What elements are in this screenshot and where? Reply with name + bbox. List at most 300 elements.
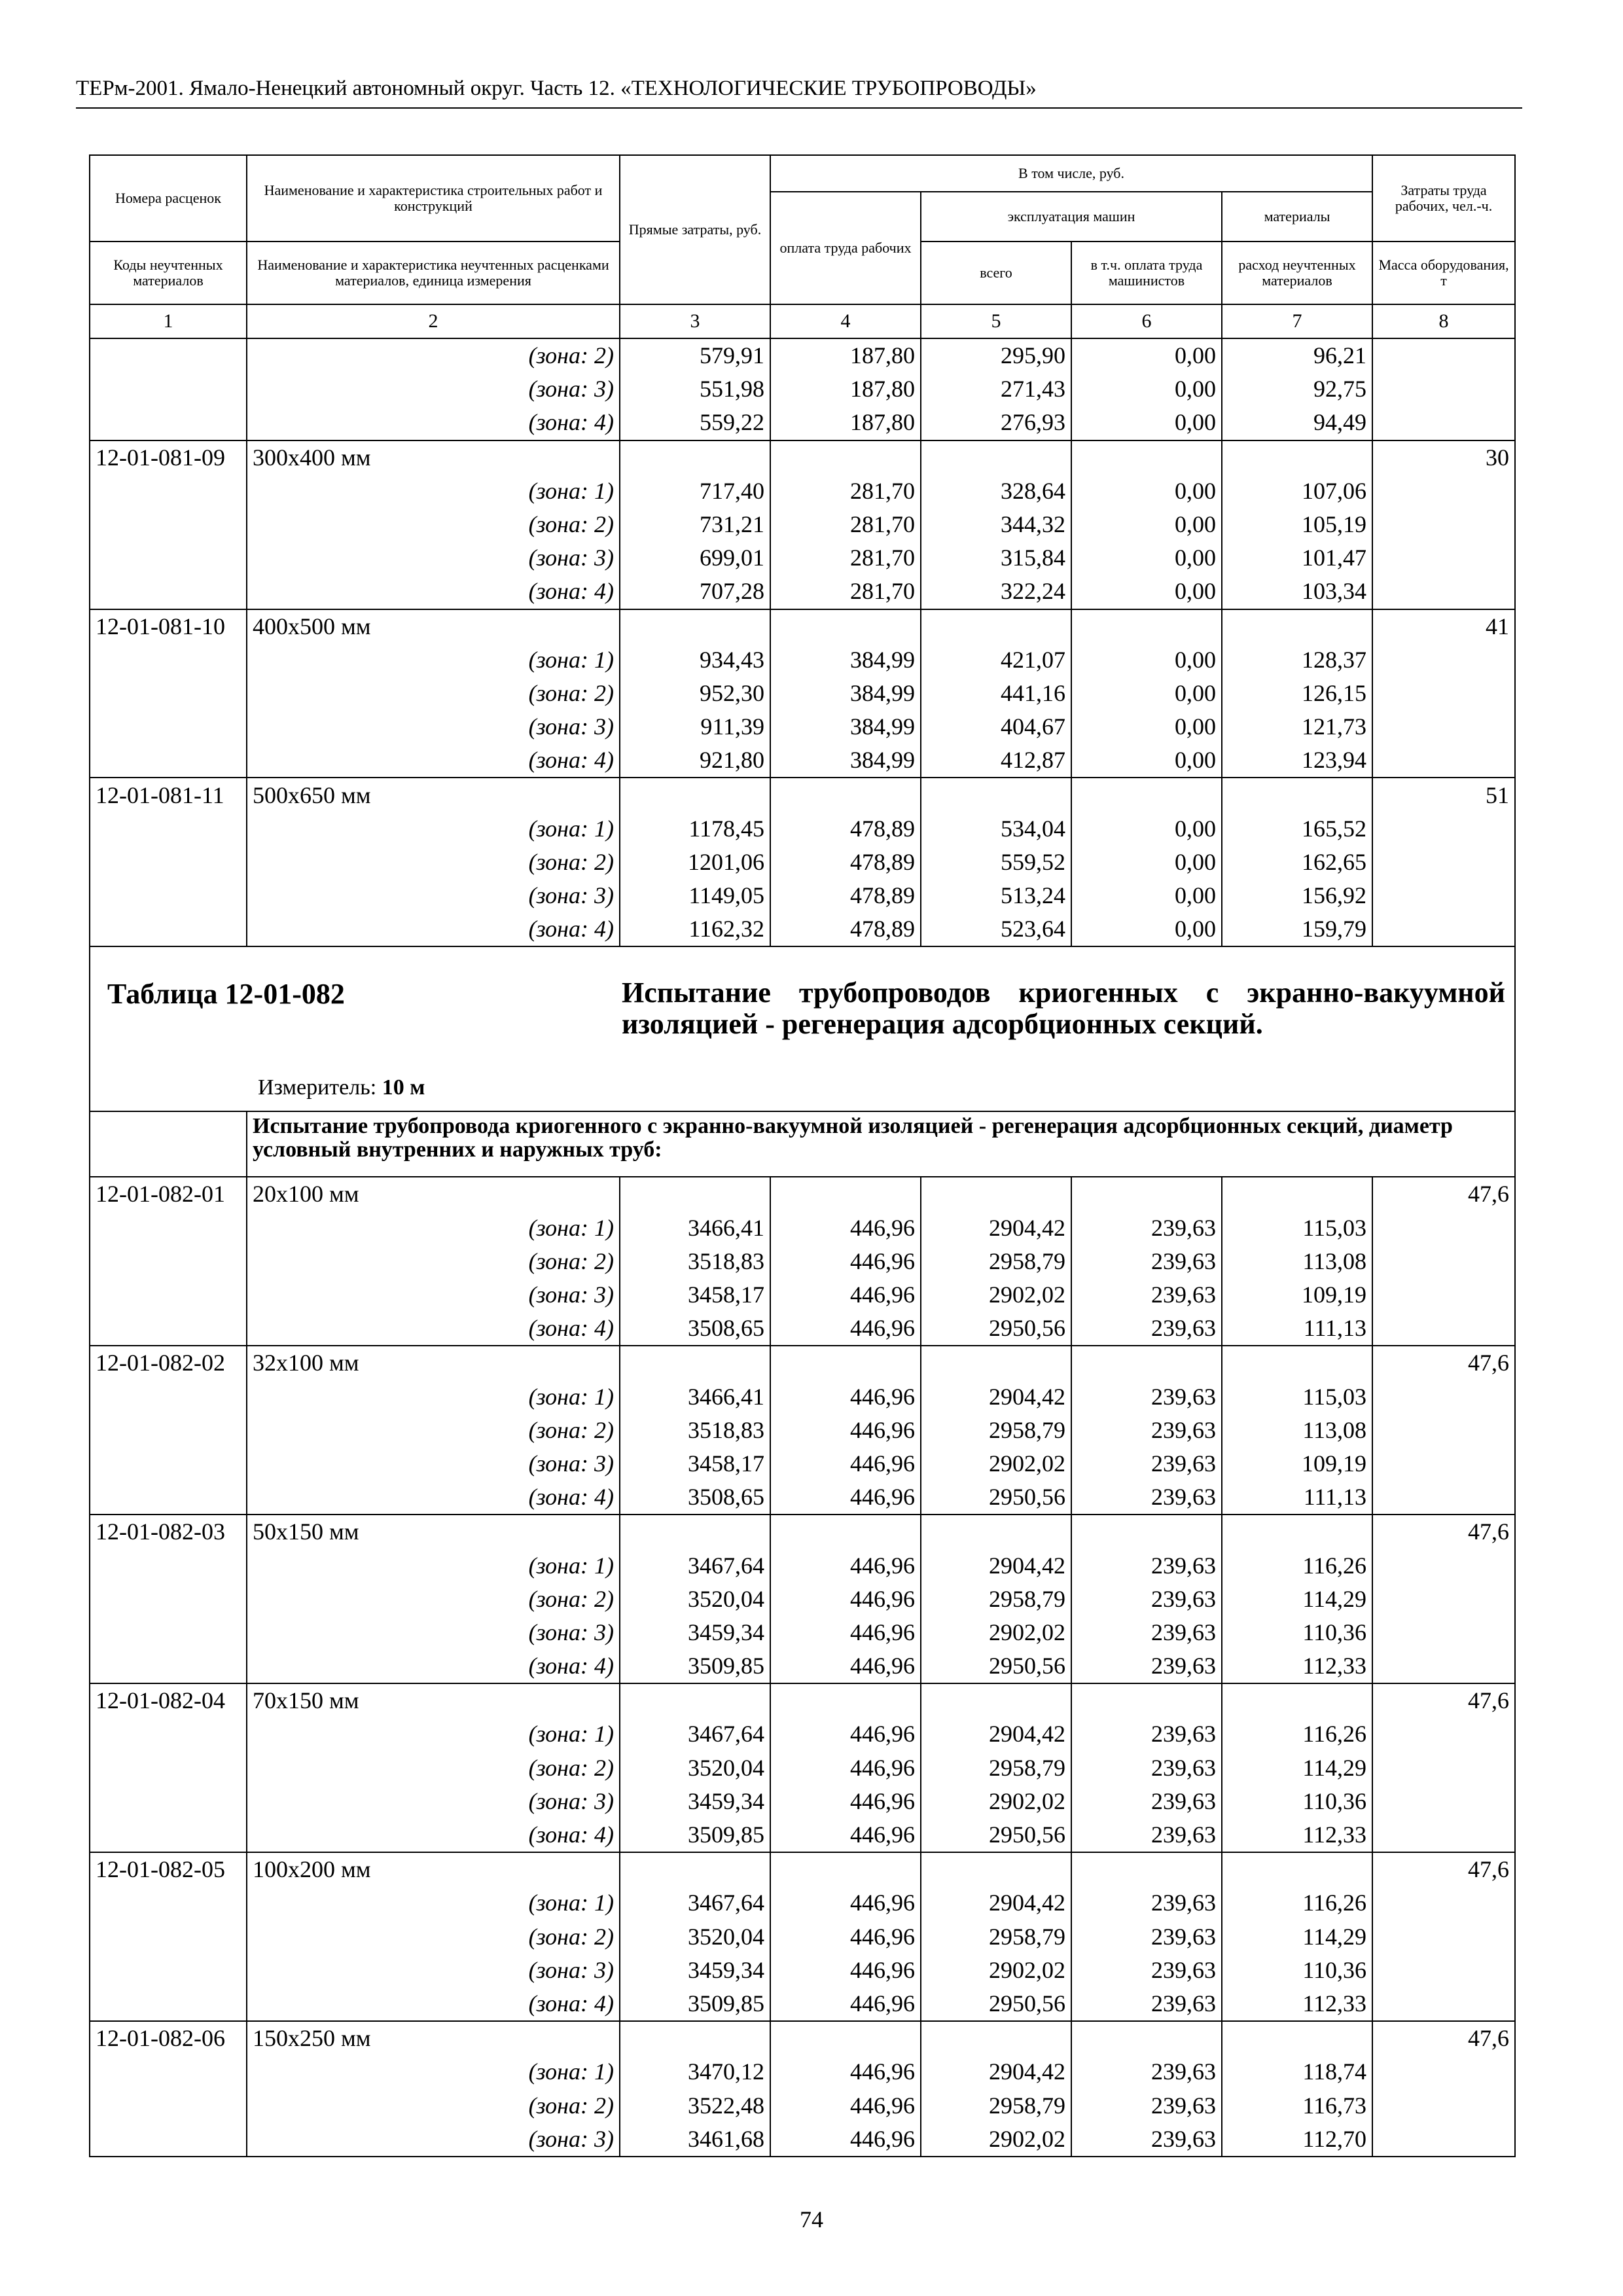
empty-cell <box>770 1346 921 1380</box>
materials-cost: 112,33 <box>1222 1649 1372 1683</box>
empty-cell <box>1222 440 1372 475</box>
empty-cell <box>1222 1683 1372 1717</box>
empty-cell <box>620 1852 770 1886</box>
zone-label: (зона: 4) <box>247 406 620 440</box>
wage-cost: 384,99 <box>770 677 921 710</box>
empty-cell <box>90 2089 247 2122</box>
direct-cost: 921,80 <box>620 744 770 778</box>
empty-cell <box>90 744 247 778</box>
direct-cost: 3461,68 <box>620 2123 770 2157</box>
empty-cell <box>1071 1515 1222 1549</box>
materials-cost: 111,13 <box>1222 1480 1372 1515</box>
machines-cost: 2958,79 <box>921 1583 1071 1616</box>
wage-cost: 446,96 <box>770 1954 921 1987</box>
mach-wage-cost: 0,00 <box>1071 879 1222 912</box>
zone-label: (зона: 2) <box>247 1583 620 1616</box>
empty-cell <box>90 1886 247 1920</box>
machines-cost: 2958,79 <box>921 1920 1071 1954</box>
empty-cell <box>620 1515 770 1549</box>
empty-cell <box>1222 2021 1372 2055</box>
empty-cell <box>90 541 247 575</box>
materials-cost: 121,73 <box>1222 710 1372 744</box>
materials-cost: 92,75 <box>1222 372 1372 406</box>
rate-title-row <box>90 1852 1515 1886</box>
materials-cost: 107,06 <box>1222 475 1372 508</box>
machines-cost: 559,52 <box>921 846 1071 879</box>
wage-cost: 446,96 <box>770 1480 921 1515</box>
empty-cell <box>1372 2055 1515 2089</box>
empty-cell <box>90 1312 247 1346</box>
mach-wage-cost: 239,63 <box>1071 1549 1222 1582</box>
materials-cost: 128,37 <box>1222 643 1372 677</box>
empty-cell <box>1372 1312 1515 1346</box>
empty-cell <box>90 1583 247 1616</box>
materials-cost: 114,29 <box>1222 1583 1372 1616</box>
machines-cost: 421,07 <box>921 643 1071 677</box>
labor-cost: 47,6 <box>1372 1683 1515 1717</box>
machines-cost: 2904,42 <box>921 1380 1071 1414</box>
wage-cost: 446,96 <box>770 1751 921 1785</box>
zone-label: (зона: 3) <box>247 541 620 575</box>
direct-cost: 3458,17 <box>620 1447 770 1480</box>
materials-cost: 156,92 <box>1222 879 1372 912</box>
measure-value: 10 м <box>382 1075 425 1100</box>
mach-wage-cost: 239,63 <box>1071 1312 1222 1346</box>
table-title-row <box>90 946 1515 1111</box>
machines-cost: 2958,79 <box>921 2089 1071 2122</box>
mach-wage-cost: 0,00 <box>1071 643 1222 677</box>
empty-cell <box>921 440 1071 475</box>
wage-cost: 478,89 <box>770 812 921 846</box>
zone-row <box>90 1211 1515 1245</box>
labor-cost: 47,6 <box>1372 1177 1515 1211</box>
header-materials-cell: материалы <box>1222 192 1372 242</box>
empty-cell <box>1372 1549 1515 1582</box>
empty-cell <box>620 609 770 643</box>
machines-cost: 2904,42 <box>921 1549 1071 1582</box>
zone-label: (зона: 1) <box>247 1717 620 1751</box>
empty-cell <box>90 846 247 879</box>
mach-wage-cost: 0,00 <box>1071 710 1222 744</box>
zone-row <box>90 1616 1515 1649</box>
machines-cost: 2904,42 <box>921 1717 1071 1751</box>
empty-cell <box>90 1920 247 1954</box>
empty-cell <box>90 912 247 946</box>
direct-cost: 934,43 <box>620 643 770 677</box>
materials-cost: 115,03 <box>1222 1380 1372 1414</box>
empty-cell <box>1071 440 1222 475</box>
rate-title-row <box>90 2021 1515 2055</box>
direct-cost: 579,91 <box>620 338 770 372</box>
empty-cell <box>90 1954 247 1987</box>
wage-cost: 384,99 <box>770 710 921 744</box>
machines-cost: 2902,02 <box>921 1954 1071 1987</box>
empty-cell <box>1372 1920 1515 1954</box>
empty-cell <box>90 1447 247 1480</box>
direct-cost: 551,98 <box>620 372 770 406</box>
wage-cost: 281,70 <box>770 508 921 541</box>
empty-cell <box>1372 2123 1515 2157</box>
materials-cost: 126,15 <box>1222 677 1372 710</box>
zone-row <box>90 1920 1515 1954</box>
direct-cost: 911,39 <box>620 710 770 744</box>
empty-cell <box>1372 1751 1515 1785</box>
zone-label: (зона: 2) <box>247 846 620 879</box>
zone-label: (зона: 3) <box>247 1447 620 1480</box>
zone-row <box>90 1245 1515 1278</box>
rates-table <box>89 154 1516 2157</box>
empty-cell <box>1372 1278 1515 1312</box>
materials-cost: 110,36 <box>1222 1616 1372 1649</box>
rate-title-row <box>90 1683 1515 1717</box>
table-title-cell <box>90 946 1515 1111</box>
empty-cell <box>1372 1717 1515 1751</box>
zone-label: (зона: 1) <box>247 643 620 677</box>
empty-cell <box>620 440 770 475</box>
machines-cost: 404,67 <box>921 710 1071 744</box>
mach-wage-cost: 239,63 <box>1071 1886 1222 1920</box>
table-title: Испытание трубопроводов криогенных с экранно-вакуумной изоляцией - регенерация адсорбционных секций. <box>622 977 1505 1041</box>
empty-cell <box>90 2055 247 2089</box>
empty-cell <box>90 338 247 372</box>
zone-row <box>90 643 1515 677</box>
empty-cell <box>90 1245 247 1278</box>
empty-cell <box>921 2021 1071 2055</box>
zone-row <box>90 1480 1515 1515</box>
zone-label: (зона: 1) <box>247 2055 620 2089</box>
direct-cost: 3520,04 <box>620 1751 770 1785</box>
empty-cell <box>1372 879 1515 912</box>
empty-cell <box>770 609 921 643</box>
machines-cost: 271,43 <box>921 372 1071 406</box>
wage-cost: 446,96 <box>770 1785 921 1818</box>
zone-label: (зона: 2) <box>247 2089 620 2122</box>
column-number: 4 <box>770 304 921 338</box>
empty-cell <box>1372 1818 1515 1852</box>
column-number: 3 <box>620 304 770 338</box>
wage-cost: 187,80 <box>770 338 921 372</box>
wage-cost: 446,96 <box>770 2123 921 2157</box>
machines-cost: 412,87 <box>921 744 1071 778</box>
materials-cost: 123,94 <box>1222 744 1372 778</box>
mach-wage-cost: 239,63 <box>1071 2055 1222 2089</box>
mach-wage-cost: 0,00 <box>1071 912 1222 946</box>
empty-cell <box>1372 710 1515 744</box>
labor-cost: 41 <box>1372 609 1515 643</box>
machines-cost: 328,64 <box>921 475 1071 508</box>
direct-cost: 3520,04 <box>620 1920 770 1954</box>
empty-cell <box>1372 1785 1515 1818</box>
labor-cost: 47,6 <box>1372 2021 1515 2055</box>
wage-cost: 446,96 <box>770 1447 921 1480</box>
column-numbers-row <box>90 304 1515 338</box>
empty-cell <box>1372 338 1515 372</box>
zone-label: (зона: 1) <box>247 475 620 508</box>
mach-wage-cost: 239,63 <box>1071 2123 1222 2157</box>
empty-cell <box>1372 1211 1515 1245</box>
empty-cell <box>620 1683 770 1717</box>
zone-label: (зона: 3) <box>247 1278 620 1312</box>
materials-cost: 116,26 <box>1222 1717 1372 1751</box>
table-description: Испытание трубопровода криогенного с экранно-вакуумной изоляцией - регенерация адсорбционных секций, диаметр условный внутренних и наружных труб: <box>247 1111 1515 1177</box>
labor-cost: 47,6 <box>1372 1346 1515 1380</box>
zone-label: (зона: 3) <box>247 1954 620 1987</box>
materials-cost: 116,26 <box>1222 1549 1372 1582</box>
zone-label: (зона: 3) <box>247 2123 620 2157</box>
zone-label: (зона: 4) <box>247 1312 620 1346</box>
machines-cost: 322,24 <box>921 575 1071 609</box>
zone-label: (зона: 1) <box>247 1380 620 1414</box>
empty-cell <box>1372 1583 1515 1616</box>
direct-cost: 3466,41 <box>620 1211 770 1245</box>
empty-cell <box>1372 575 1515 609</box>
machines-cost: 2958,79 <box>921 1245 1071 1278</box>
column-number: 5 <box>921 304 1071 338</box>
mach-wage-cost: 0,00 <box>1071 744 1222 778</box>
empty-cell <box>1372 1380 1515 1414</box>
empty-cell <box>1372 1649 1515 1683</box>
rate-title-row <box>90 609 1515 643</box>
direct-cost: 3459,34 <box>620 1616 770 1649</box>
header-machines-cell: эксплуатация машин <box>921 192 1222 242</box>
materials-cost: 109,19 <box>1222 1278 1372 1312</box>
header-mach-wage-cell: в т.ч. оплата труда машинистов <box>1071 242 1222 304</box>
machines-cost: 2902,02 <box>921 1447 1071 1480</box>
rate-code: 12-01-081-09 <box>90 440 247 475</box>
empty-cell <box>1372 846 1515 879</box>
empty-cell <box>90 1751 247 1785</box>
zone-row <box>90 2055 1515 2089</box>
empty-cell <box>90 2123 247 2157</box>
empty-cell <box>1372 2089 1515 2122</box>
wage-cost: 446,96 <box>770 1649 921 1683</box>
direct-cost: 1178,45 <box>620 812 770 846</box>
materials-cost: 103,34 <box>1222 575 1372 609</box>
zone-label: (зона: 2) <box>247 1920 620 1954</box>
mach-wage-cost: 0,00 <box>1071 812 1222 846</box>
empty-cell <box>1372 406 1515 440</box>
zone-label: (зона: 3) <box>247 1785 620 1818</box>
zone-label: (зона: 3) <box>247 372 620 406</box>
wage-cost: 446,96 <box>770 1920 921 1954</box>
machines-cost: 2958,79 <box>921 1751 1071 1785</box>
empty-cell <box>770 1683 921 1717</box>
wage-cost: 446,96 <box>770 2055 921 2089</box>
column-number: 2 <box>247 304 620 338</box>
zone-label: (зона: 2) <box>247 338 620 372</box>
direct-cost: 731,21 <box>620 508 770 541</box>
empty-cell <box>90 1616 247 1649</box>
direct-cost: 3458,17 <box>620 1278 770 1312</box>
materials-cost: 162,65 <box>1222 846 1372 879</box>
empty-cell <box>1372 643 1515 677</box>
empty-cell <box>1222 1852 1372 1886</box>
wage-cost: 384,99 <box>770 744 921 778</box>
zone-label: (зона: 2) <box>247 1414 620 1447</box>
direct-cost: 3509,85 <box>620 1987 770 2021</box>
empty-cell <box>770 778 921 812</box>
zone-row <box>90 1818 1515 1852</box>
empty-cell <box>1222 1515 1372 1549</box>
empty-cell <box>90 1818 247 1852</box>
rate-title-row <box>90 1515 1515 1549</box>
empty-cell <box>1372 1447 1515 1480</box>
zone-label: (зона: 1) <box>247 1549 620 1582</box>
direct-cost: 3518,83 <box>620 1245 770 1278</box>
column-number: 8 <box>1372 304 1515 338</box>
empty-cell <box>90 508 247 541</box>
zone-row <box>90 846 1515 879</box>
mach-wage-cost: 239,63 <box>1071 1245 1222 1278</box>
empty-cell <box>90 1111 247 1177</box>
materials-cost: 113,08 <box>1222 1414 1372 1447</box>
machines-cost: 2950,56 <box>921 1312 1071 1346</box>
empty-cell <box>90 1987 247 2021</box>
zone-label: (зона: 1) <box>247 1886 620 1920</box>
wage-cost: 446,96 <box>770 1616 921 1649</box>
wage-cost: 446,96 <box>770 1987 921 2021</box>
wage-cost: 446,96 <box>770 1886 921 1920</box>
rate-code: 12-01-082-05 <box>90 1852 247 1886</box>
rate-name: 100x200 мм <box>247 1852 620 1886</box>
rate-name: 50x150 мм <box>247 1515 620 1549</box>
wage-cost: 446,96 <box>770 1549 921 1582</box>
labor-cost: 51 <box>1372 778 1515 812</box>
empty-cell <box>921 1515 1071 1549</box>
empty-cell <box>770 2021 921 2055</box>
materials-cost: 116,26 <box>1222 1886 1372 1920</box>
column-number: 1 <box>90 304 247 338</box>
empty-cell <box>1372 1616 1515 1649</box>
labor-cost: 30 <box>1372 440 1515 475</box>
zone-label: (зона: 1) <box>247 812 620 846</box>
zone-row <box>90 1414 1515 1447</box>
wage-cost: 446,96 <box>770 1414 921 1447</box>
zone-row <box>90 1987 1515 2021</box>
labor-cost: 47,6 <box>1372 1852 1515 1886</box>
measure-label: Измеритель: <box>258 1075 377 1100</box>
header-wage-cell: оплата труда рабочих <box>770 192 921 304</box>
materials-cost: 114,29 <box>1222 1751 1372 1785</box>
empty-cell <box>770 1852 921 1886</box>
zone-row <box>90 475 1515 508</box>
table-description-row <box>90 1111 1515 1177</box>
table-number: Таблица 12-01-082 <box>107 978 345 1011</box>
machines-cost: 295,90 <box>921 338 1071 372</box>
header-name2-cell: Наименование и характеристика неучтенных расценками материалов, единица измерения <box>247 242 620 304</box>
wage-cost: 478,89 <box>770 879 921 912</box>
zone-label: (зона: 2) <box>247 677 620 710</box>
mach-wage-cost: 239,63 <box>1071 1649 1222 1683</box>
wage-cost: 446,96 <box>770 1278 921 1312</box>
direct-cost: 1162,32 <box>620 912 770 946</box>
header-labor-cell: Затраты труда рабочих, чел.-ч. <box>1372 155 1515 242</box>
wage-cost: 446,96 <box>770 1245 921 1278</box>
machines-cost: 344,32 <box>921 508 1071 541</box>
direct-cost: 3518,83 <box>620 1414 770 1447</box>
materials-cost: 114,29 <box>1222 1920 1372 1954</box>
machines-cost: 2904,42 <box>921 1211 1071 1245</box>
rate-title-row <box>90 778 1515 812</box>
measure-unit <box>258 1075 425 1100</box>
zone-row <box>90 1649 1515 1683</box>
empty-cell <box>770 1177 921 1211</box>
zone-row <box>90 541 1515 575</box>
zone-row <box>90 1380 1515 1414</box>
zone-label: (зона: 3) <box>247 879 620 912</box>
empty-cell <box>921 1346 1071 1380</box>
empty-cell <box>1222 609 1372 643</box>
zone-label: (зона: 4) <box>247 575 620 609</box>
header-including-cell: В том числе, руб. <box>770 155 1372 192</box>
machines-cost: 276,93 <box>921 406 1071 440</box>
zone-row <box>90 1278 1515 1312</box>
zone-label: (зона: 2) <box>247 1245 620 1278</box>
rate-title-row <box>90 1177 1515 1211</box>
materials-cost: 111,13 <box>1222 1312 1372 1346</box>
empty-cell <box>90 1785 247 1818</box>
empty-cell <box>1372 677 1515 710</box>
materials-cost: 110,36 <box>1222 1785 1372 1818</box>
machines-cost: 2950,56 <box>921 1987 1071 2021</box>
materials-cost: 115,03 <box>1222 1211 1372 1245</box>
machines-cost: 315,84 <box>921 541 1071 575</box>
direct-cost: 3520,04 <box>620 1583 770 1616</box>
machines-cost: 2902,02 <box>921 1278 1071 1312</box>
rate-name: 32x100 мм <box>247 1346 620 1380</box>
rate-name: 70x150 мм <box>247 1683 620 1717</box>
empty-cell <box>90 710 247 744</box>
wage-cost: 446,96 <box>770 1211 921 1245</box>
empty-cell <box>90 879 247 912</box>
wage-cost: 384,99 <box>770 643 921 677</box>
empty-cell <box>921 778 1071 812</box>
machines-cost: 2950,56 <box>921 1480 1071 1515</box>
zone-label: (зона: 2) <box>247 508 620 541</box>
materials-cost: 109,19 <box>1222 1447 1372 1480</box>
direct-cost: 3508,65 <box>620 1480 770 1515</box>
zone-row <box>90 406 1515 440</box>
zone-row <box>90 879 1515 912</box>
mach-wage-cost: 239,63 <box>1071 1818 1222 1852</box>
empty-cell <box>90 1649 247 1683</box>
zone-row <box>90 1886 1515 1920</box>
zone-label: (зона: 3) <box>247 710 620 744</box>
wage-cost: 478,89 <box>770 846 921 879</box>
header-mat-use-cell: расход неучтенных материалов <box>1222 242 1372 304</box>
materials-cost: 116,73 <box>1222 2089 1372 2122</box>
wage-cost: 187,80 <box>770 372 921 406</box>
direct-cost: 717,40 <box>620 475 770 508</box>
labor-cost: 47,6 <box>1372 1515 1515 1549</box>
materials-cost: 105,19 <box>1222 508 1372 541</box>
zone-row <box>90 812 1515 846</box>
direct-cost: 1201,06 <box>620 846 770 879</box>
direct-cost: 1149,05 <box>620 879 770 912</box>
empty-cell <box>620 1177 770 1211</box>
mach-wage-cost: 239,63 <box>1071 1278 1222 1312</box>
zone-row <box>90 710 1515 744</box>
zone-row <box>90 1785 1515 1818</box>
header-total-cell: всего <box>921 242 1071 304</box>
wage-cost: 446,96 <box>770 1717 921 1751</box>
materials-cost: 101,47 <box>1222 541 1372 575</box>
mach-wage-cost: 0,00 <box>1071 475 1222 508</box>
empty-cell <box>1372 812 1515 846</box>
mach-wage-cost: 239,63 <box>1071 1414 1222 1447</box>
empty-cell <box>1372 1480 1515 1515</box>
empty-cell <box>1372 1954 1515 1987</box>
